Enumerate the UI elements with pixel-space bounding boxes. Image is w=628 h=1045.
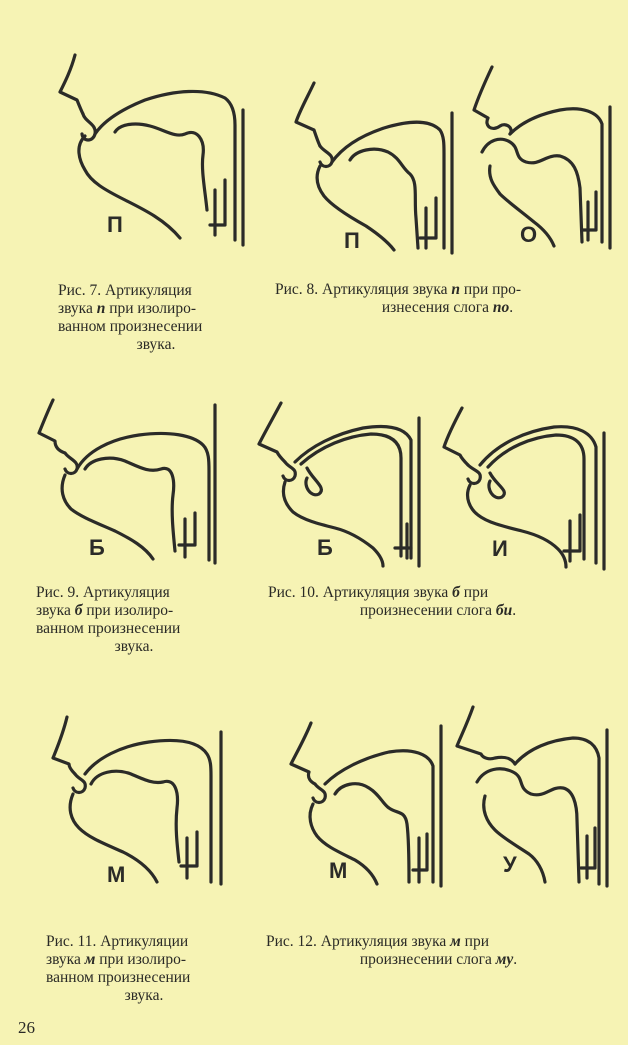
figure-8-letter-1: П: [344, 228, 360, 253]
caption-line: ванном произнесении: [36, 620, 181, 637]
figure-11-diagram: [45, 712, 230, 890]
caption-text: Рис. 8. Артикуляция звука: [275, 281, 452, 298]
caption-line: [266, 933, 611, 951]
caption-text: при: [459, 584, 489, 601]
caption-line: [58, 300, 254, 318]
vocal-tract-drawing: [45, 712, 230, 890]
caption-sound: п: [451, 281, 461, 298]
figure-8-diagram-right: [470, 62, 620, 254]
caption-sound: м: [84, 951, 96, 968]
vocal-tract-drawing: [440, 403, 620, 571]
page-number: 26: [18, 1018, 35, 1037]
caption-text: Рис. 12. Артикуляция звука: [266, 933, 451, 950]
caption-text: при: [460, 933, 489, 950]
vocal-tract-drawing: [55, 50, 255, 255]
caption-sound: п: [96, 300, 106, 317]
caption-line: [275, 299, 620, 317]
figure-7-caption: [58, 282, 254, 354]
caption-text: звука: [36, 602, 75, 619]
caption-text: при про-: [460, 281, 522, 298]
figure-8-caption: [275, 281, 620, 317]
figure-12-letter-1: М: [329, 858, 348, 883]
figure-8-letter-2: О: [520, 222, 538, 247]
caption-text: Рис. 10. Артикуляция звука: [268, 584, 453, 601]
caption-text: при изолиро-: [105, 300, 196, 317]
vocal-tract-drawing: [285, 718, 455, 890]
caption-line: [275, 281, 620, 299]
caption-syllable: би: [495, 602, 513, 619]
caption-text: произнесении слога: [359, 602, 496, 619]
caption-line: Рис. 7. Артикуляция: [58, 282, 192, 299]
caption-line: звука.: [114, 638, 154, 655]
caption-line: ванном произнесении: [46, 969, 191, 986]
figure-10-diagram-right: [440, 403, 620, 571]
figure-7-letter: П: [107, 212, 123, 237]
caption-line: [266, 951, 611, 969]
figure-10-caption: [268, 584, 608, 620]
caption-line: [46, 951, 242, 969]
figure-11-caption: [46, 933, 242, 1005]
vocal-tract-drawing: [292, 78, 457, 256]
caption-line: [268, 584, 608, 602]
figure-12-diagram-right: [455, 702, 620, 890]
caption-sound: м: [450, 933, 461, 950]
figure-9-diagram: [35, 395, 220, 570]
figure-12-letter-2: У: [503, 852, 517, 877]
caption-text: при изолиро-: [95, 951, 186, 968]
vocal-tract-drawing: [470, 62, 620, 254]
caption-text: изнесения слога: [381, 299, 493, 316]
caption-line: звука.: [136, 336, 176, 353]
caption-text: .: [513, 951, 518, 968]
caption-sound: б: [452, 584, 460, 601]
figure-10-letter-1: Б: [317, 535, 333, 560]
caption-text: звука: [46, 951, 85, 968]
caption-syllable: му: [495, 951, 514, 968]
caption-line: звука.: [124, 987, 164, 1004]
figure-12-caption: [266, 933, 611, 969]
vocal-tract-drawing: [455, 702, 620, 890]
caption-syllable: по: [492, 299, 510, 316]
figure-12-diagram-left: [285, 718, 455, 890]
caption-text: звука: [58, 300, 97, 317]
vocal-tract-drawing: [35, 395, 220, 570]
caption-sound: б: [74, 602, 83, 619]
figure-8-diagram-left: [292, 78, 457, 256]
caption-line: [36, 602, 232, 620]
figure-10-diagram-left: [255, 398, 430, 570]
caption-line: [268, 602, 608, 620]
caption-text: при изолиро-: [82, 602, 174, 619]
caption-line: ванном произнесении: [58, 318, 203, 335]
figure-9-caption: [36, 584, 232, 656]
figure-10-letter-2: И: [492, 536, 508, 561]
figure-7-diagram: [55, 50, 255, 255]
caption-text: .: [512, 602, 517, 619]
caption-text: .: [509, 299, 514, 316]
caption-text: произнесении слога: [359, 951, 496, 968]
vocal-tract-drawing: [255, 398, 430, 570]
caption-line: Рис. 9. Артикуляция: [36, 584, 170, 601]
figure-11-letter: М: [107, 862, 126, 887]
figure-9-letter: Б: [89, 535, 105, 560]
caption-line: Рис. 11. Артикуляции: [46, 933, 189, 950]
